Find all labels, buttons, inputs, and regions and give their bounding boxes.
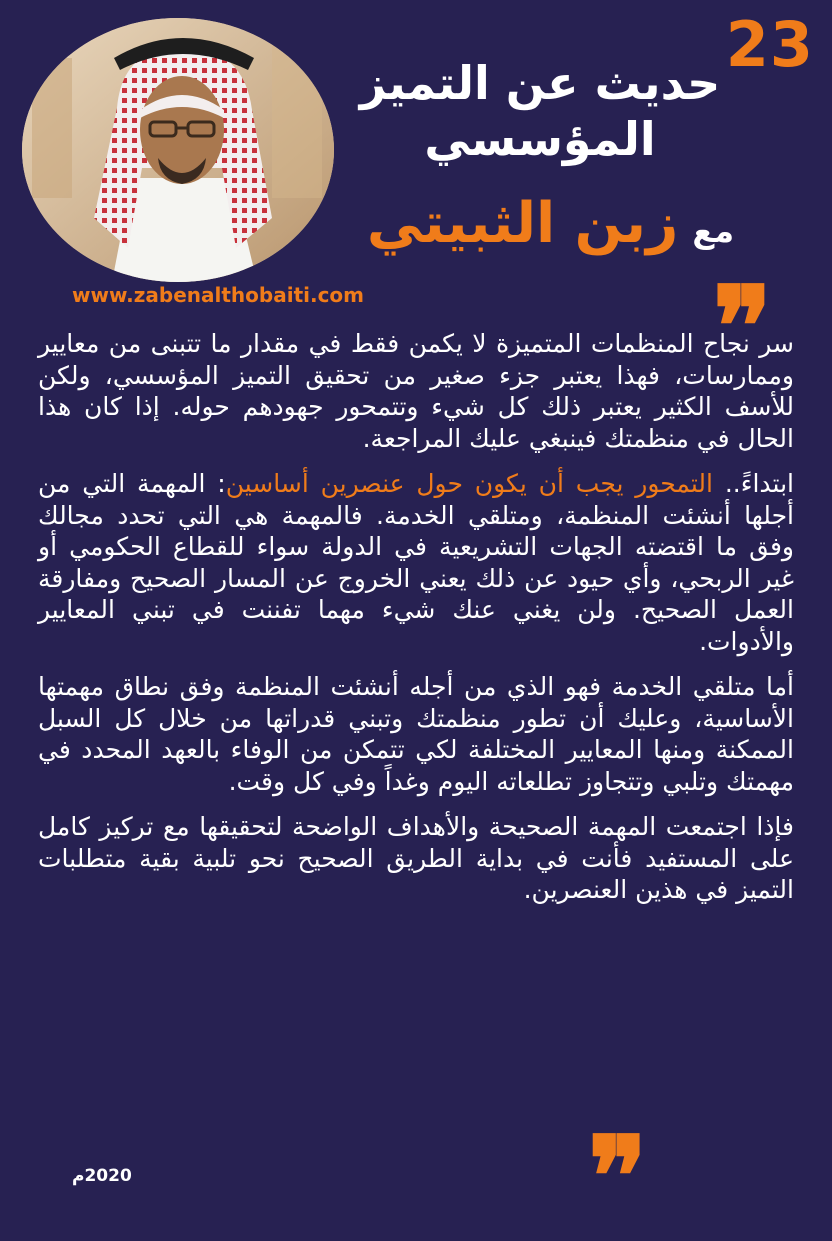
paragraph-3: أما متلقي الخدمة فهو الذي من أجله أنشئت المنظمة وفق نطاق مهمتها الأساسية، وعليك أن تطور منظمتك وتبني قدراتها من خلال كل السبل الممكنة ومنها المعايير المختلفة لكي تتمكن من الوفاء بالعهد المحدد في مهمتك وتلبي وتتجاوز تطلعاته اليوم وغداً وفي كل وقت. [38,672,794,796]
paragraph-2 [38,468,794,657]
with-label: مع [692,212,734,250]
title-line-1: حديث عن التميز [359,56,721,110]
author-photo [22,18,334,282]
title-line-2: المؤسسي [424,112,656,166]
author-portrait-illustration [22,18,334,282]
author-byline [366,191,734,256]
closing-quote-icon: ❞ [588,1112,648,1241]
opening-quote-icon: ❞ [712,262,772,391]
paragraph-2-highlight: التمحور يجب أن يكون حول عنصرين أساسين [225,469,713,498]
website-url: www.zabenalthobaiti.com [72,283,365,307]
author-name: زبن الثبيتي [366,191,679,256]
issue-number: 23 [725,8,814,81]
paragraph-4: فإذا اجتمعت المهمة الصحيحة والأهداف الواضحة لتحقيقها مع تركيز كامل على المستفيد فأنت في بداية الطريق الصحيح نحو تلبية بقية متطلبات التميز في هذين العنصرين. [38,812,794,904]
publication-year: 2020م [72,1166,132,1186]
article-body [38,328,794,920]
paragraph-2-body: : المهمة التي من أجلها أنشئت المنظمة، ومتلقي الخدمة. فالمهمة هي التي تحدد مجالك وفق ما اقتضته الجهات التشريعية في الدولة سواء للقطاع الحكومي أو غير الربحي، وأي حيود عن ذلك يعني الخروج عن المسار الصحيح ومفارقة العمل الصحيح. ولن يغني عنك شيء مهما تفننت في تبني المعايير والأدوات. [38,469,794,656]
paragraph-1: سر نجاح المنظمات المتميزة لا يكمن فقط في مقدار ما تتبنى من معايير وممارسات، فهذا يعتبر جزء صغير من تحقيق التميز المؤسسي، ولكن للأسف الكثير يعتبر ذلك كل شيء وتتمحور جهودهم حوله. إذا كان هذا الحال في منظمتك فينبغي عليك المراجعة. [38,329,794,453]
paragraph-2-intro: ابتداءً.. [712,469,794,498]
